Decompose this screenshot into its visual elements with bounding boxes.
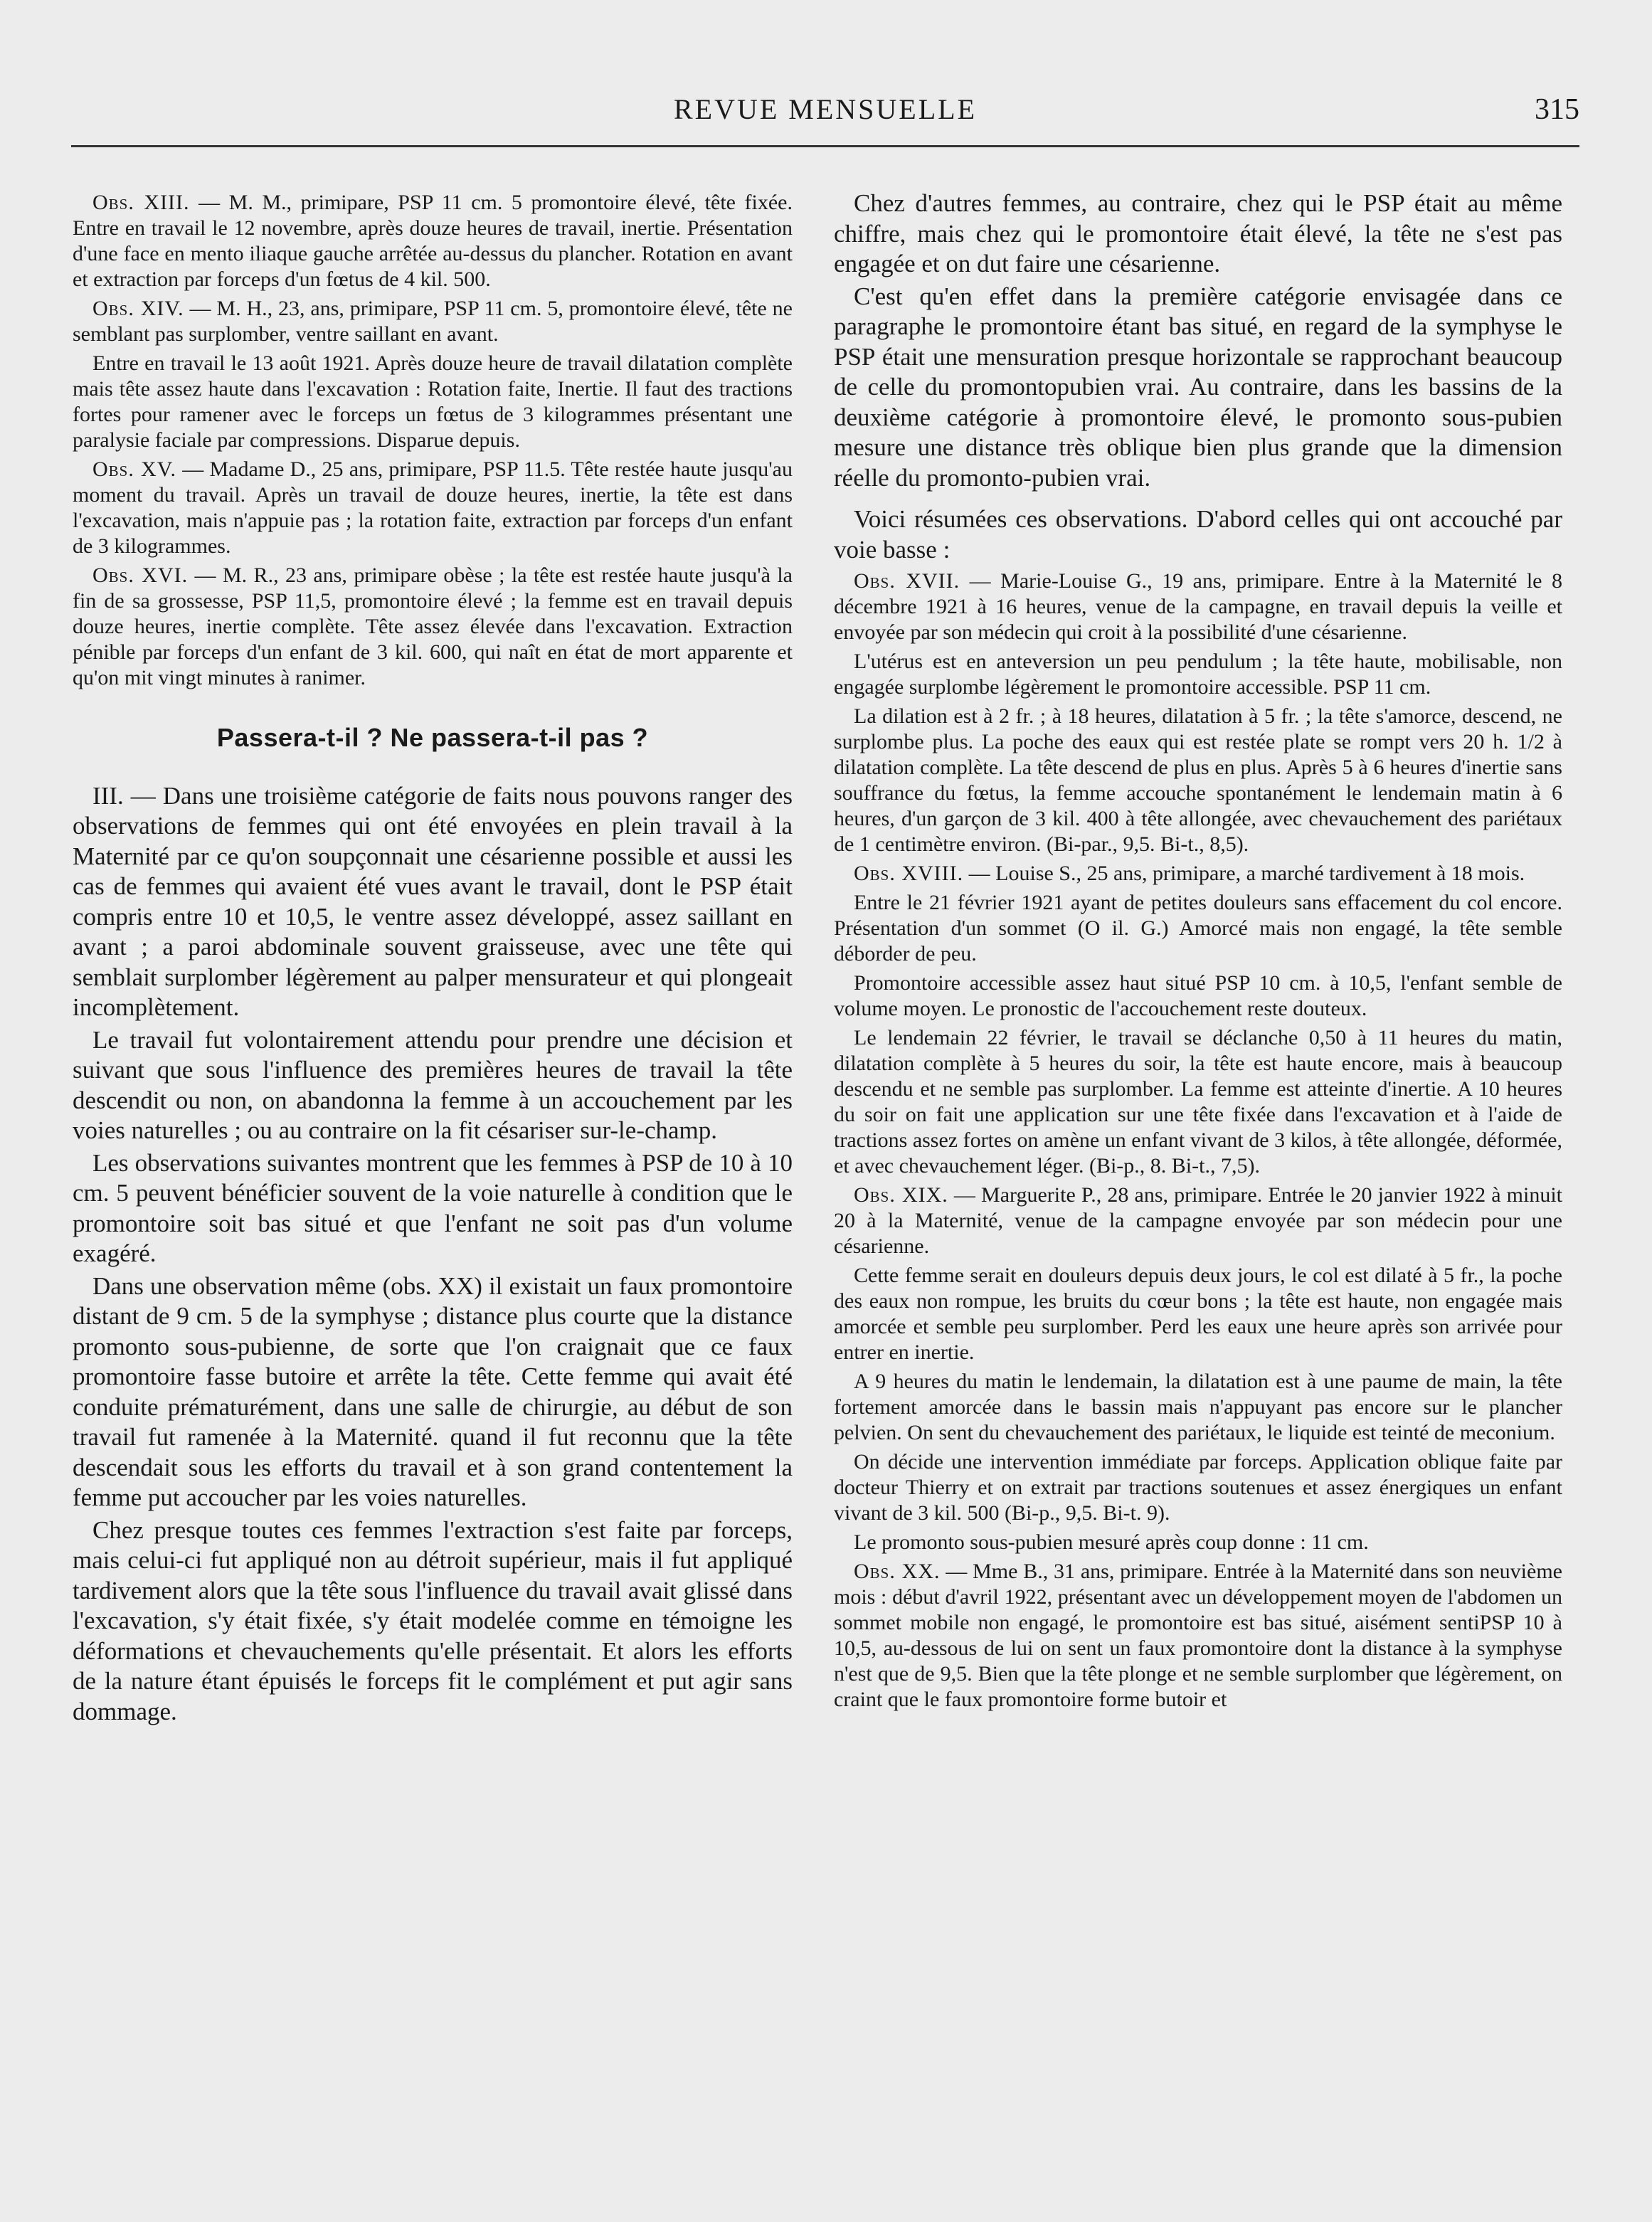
obs-label: Obs. XIII. [92,191,190,214]
obs-label: Obs. XX. [854,1560,941,1583]
observation-18 [834,861,1562,887]
obs-label: Obs. XVII. [854,569,960,593]
observation-17 [834,568,1562,645]
observation-14-continued: Entre en travail le 13 août 1921. Après douze heure de travail dilatation complète mais tête assez haute dans l'excavation : Rotation faite, Inertie. Il faut des tractions fortes pour ramener avec le forceps un fœtus de 3 kilogrammes présentant une paralysie faciale par compressions. Disparue depuis. [73,351,793,452]
observation-18-paragraph: Promontoire accessible assez haut situé PSP 10 cm. à 10,5, l'enfant semble de volume moyen. Le pronostic de l'accouchement reste douteux. [834,971,1562,1020]
obs-label: Obs. XIV. [92,297,184,320]
body-paragraph: C'est qu'en effet dans la première catégorie envisagée dans ce paragraphe le promontoire étant bas situé, en regard de la symphyse le PSP était une mensuration presque horizontale se rapprochant beaucoup de celle du promontopubien vrai. Au contraire, dans les bassins de la deuxième catégorie à promontoire élevé, le promonto sous-pubien mesure une distance très oblique bien plus grande que la dimension réelle du promonto-pubien vrai. [834,282,1562,492]
body-paragraph: Dans une observation même (obs. XX) il existait un faux promontoire distant de 9 cm. 5 de la symphyse ; distance plus courte que la distance promonto sous-pubienne, de sorte que l'on craignait que ce faux promontoire fasse butoire et arrête la tête. Cette femme qui avait été conduite prématurément, dans une salle de chirurgie, au début de son travail fut ramenée à la Maternité. quand il fut reconnu que la tête descendait sous les efforts du travail et à son grand contentement la femme put accoucher par les voies naturelles. [73,1271,793,1511]
obs-label: Obs. XVI. [92,564,189,587]
observation-19-paragraph: Le promonto sous-pubien mesuré après coup donne : 11 cm. [854,1530,1369,1554]
observation-17-paragraph: La dilation est à 2 fr. ; à 18 heures, dilatation à 5 fr. ; la tête s'amorce, descend, ne surplombe plus. La poche des eaux qui est restée plate se rompt vers 20 h. 1/2 à dilatation complète. La tête descend de plus en plus. Après 5 à 6 heures d'inertie sans souffrance du fœtus, la femme accouche spontanément le lendemain matin à 6 heures, d'un garçon de 3 kil. 400 à tête allongée, avec chevauchement des pariétaux de 1 centimètre environ. (Bi-par., 9,5. Bi-t., 8,5). [834,704,1562,856]
observation-20 [834,1559,1562,1713]
observation-19 [834,1183,1562,1259]
right-column [834,186,1562,1713]
observation-13 [73,190,793,292]
section-heading: Passera-t-il ? Ne passera-t-il pas ? [216,723,649,752]
obs-text: — Louise S., 25 ans, primipare, a marché tardivement à 18 mois. [963,862,1525,885]
observation-17-paragraph: L'utérus est en anteversion un peu pendulum ; la tête haute, mobilisable, non engagée surplombe légèrement le promontoire accessible. PSP 11 cm. [834,650,1562,699]
obs-text: — M. M., primipare, PSP 11 cm. 5 promontoire élevé, tête fixée. Entre en travail le 12 novembre, après douze heures de travail, inertie. Présentation d'une face en mento iliaque gauche arrêtée au-dessus du plancher. Rotation en avant et extraction par forceps d'un fœtus de 4 kil. 500. [73,191,793,291]
obs-label: Obs. XIX. [854,1183,948,1207]
observation-16 [73,563,793,691]
obs-text: — Marie-Louise G., 19 ans, primipare. Entre à la Maternité le 8 décembre 1921 à 16 heures, venue de la campagne, en travail depuis la veille et envoyée par son médecin qui croit à la possibilité d'une césarienne. [834,569,1562,644]
observation-19-paragraph: A 9 heures du matin le lendemain, la dilatation est à une paume de main, la tête fortement amorcée dans le bassin mais n'appuyant pas encore sur le plancher pelvien. On sent du chevauchement des pariétaux, le liquide est teinté de meconium. [834,1370,1562,1444]
obs-text: — M. H., 23, ans, primipare, PSP 11 cm. 5, promontoire élevé, tête ne semblant pas surplomber, ventre saillant en avant. [73,297,793,346]
body-paragraph: Le travail fut volontairement attendu pour prendre une décision et suivant que sous l'influence des premières heures de travail la tête descendit ou non, on abandonna la femme à un accouchement par les voies naturelles ; ou au contraire on la fit césariser sur-le-champ. [73,1025,793,1144]
observation-18-paragraph: Entre le 21 février 1921 ayant de petites douleurs sans effacement du col encore. Présentation d'un sommet (O il. G.) Amorcé mais non engagé, la tête semble déborder de peu. [834,891,1562,965]
body-paragraph: Voici résumées ces observations. D'abord celles qui ont accouché par voie basse : [834,505,1562,564]
body-paragraph: Chez presque toutes ces femmes l'extraction s'est faite par forceps, mais celui-ci fut appliqué non au détroit supérieur, mais il fut appliqué tardivement alors que la tête sous l'influence du travail avait glissé dans l'excavation, s'y était fixée, s'y était modelée comme en témoigne les déformations et chevauchements qu'elle présentait. Et alors les efforts de la nature étant épuisés le forceps fit le complément et put agir sans dommage. [73,1515,793,1725]
left-column [73,186,793,1727]
obs-label: Obs. XV. [92,457,177,481]
page-header [71,92,1579,142]
obs-text: — M. R., 23 ans, primipare obèse ; la tête est restée haute jusqu'à la fin de sa grossesse, PSP 11,5, promontoire élevé ; la femme est en travail depuis douze heures, inertie complète. Tête assez élevée dans l'excavation. Extraction pénible par forceps d'un enfant de 3 kil. 600, qui naît en état de mort apparente et qu'on mit vingt minutes à ranimer. [73,564,793,689]
body-paragraph: III. — Dans une troisième catégorie de faits nous pouvons ranger des observations de femmes qui ont été envoyées en plein travail à la Maternité par ce qu'on soupçonnait une césarienne possible et aussi les cas de femmes qui avaient été vues avant le travail, dont le PSP était compris entre 10 et 10,5, le ventre assez développé, assez saillant en avant ; a paroi abdominale souvent graisseuse, avec une tête qui semblait surplomber légèrement au palper mensurateur et qui plongeait incomplètement. [73,781,793,1021]
page-number: 315 [1535,93,1579,126]
observation-15 [73,457,793,559]
body-paragraph: Chez d'autres femmes, au contraire, chez qui le PSP était au même chiffre, mais chez qui le promontoire était élevé, la tête ne s'est pas engagée et on dut faire une césarienne. [834,189,1562,277]
observation-19-paragraph: On décide une intervention immédiate par forceps. Application oblique faite par docteur Thierry et on extrait par tractions soutenues et assez énergiques un enfant vivant de 3 kil. 500 (Bi-p., 9,5. Bi-t. 9). [834,1450,1562,1525]
obs-text: — Madame D., 25 ans, primipare, PSP 11.5. Tête restée haute jusqu'au moment du travail. Après un travail de douze heures, inertie, la tête est dans l'excavation, mais n'appuie pas ; la rotation faite, extraction par forceps d'un enfant de 3 kilogrammes. [73,457,793,558]
observation-18-paragraph: Le lendemain 22 février, le travail se déclanche 0,50 à 11 heures du matin, dilatation complète à 5 heures du soir, la tête est haute encore, mais à beaucoup descendu et ne semble pas surplomber. La femme est atteinte d'inertie. A 10 heures du soir on fait une application sur une tête fixée dans l'excavation et à l'aide de tractions assez fortes on amène un enfant vivant de 3 kilos, à tête allongée, déformée, et avec chevauchement léger. (Bi-p., 8. Bi-t., 7,5). [834,1026,1562,1178]
obs-text: — Mme B., 31 ans, primipare. Entrée à la Maternité dans son neuvième mois : début d'avril 1922, présentant avec un développement moyen de l'abdomen un sommet mobile non engagé, le promontoire est bas situé, aisément sentiPSP 10 à 10,5, au-dessous de lui on sent un faux promontoire dont la distance à la symphyse n'est que de 9,5. Bien que la tête plonge et ne semble surplomber que légèrement, on craint que le faux promontoire forme butoir et [834,1560,1562,1711]
body-paragraph: Les observations suivantes montrent que les femmes à PSP de 10 à 10 cm. 5 peuvent bénéficier souvent de la voie naturelle à condition que le promontoire soit bas situé et que l'enfant ne soit pas d'un volume exagéré. [73,1148,793,1267]
observation-19-paragraph: Cette femme serait en douleurs depuis deux jours, le col est dilaté à 5 fr., la poche des eaux non rompue, les bruits du cœur bons ; la tête est haute, non engagée mais amorcée et semble peu surplomber. Perd les eaux une heure après son arrivée pour entrer en inertie. [834,1264,1562,1364]
running-title: REVUE MENSUELLE [673,93,978,125]
obs-label: Obs. XVIII. [854,862,964,885]
obs-text: — Marguerite P., 28 ans, primipare. Entrée le 20 janvier 1922 à minuit 20 à la Maternité, venue de la campagne envoyée par son médecin pour une césarienne. [834,1183,1562,1258]
header-rule [71,145,1579,147]
observation-14 [73,296,793,347]
